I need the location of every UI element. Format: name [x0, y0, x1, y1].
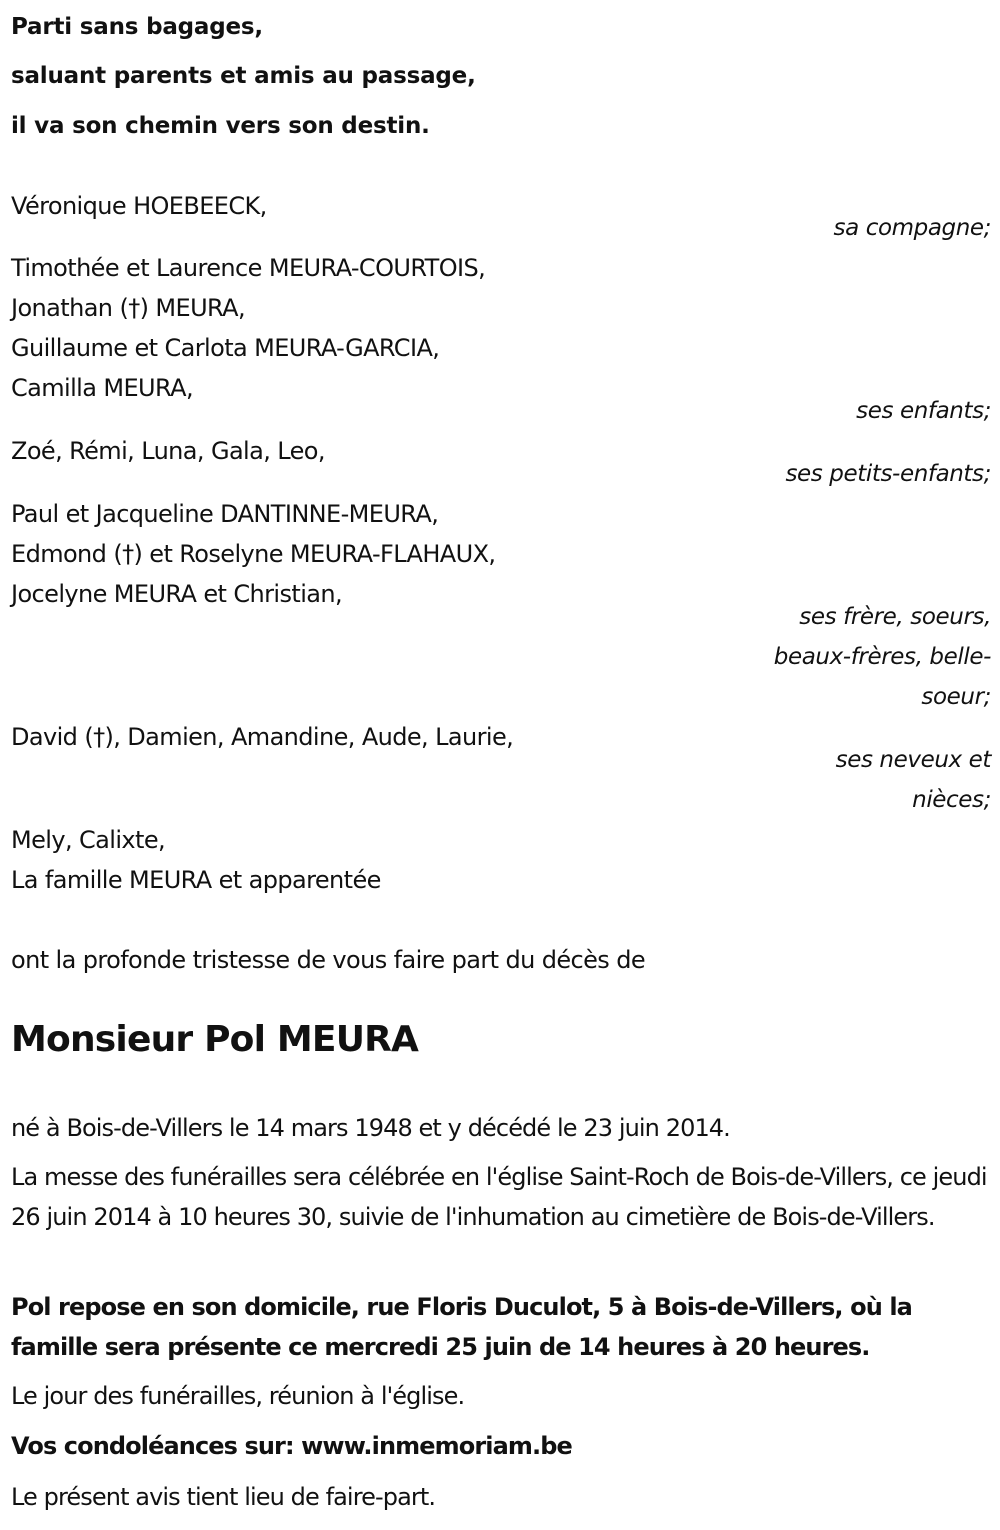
closing-note: Le présent avis tient lieu de faire-part. — [11, 1483, 436, 1511]
nephews-nieces-names: David (†), Damien, Amandine, Aude, Laurie, — [11, 723, 514, 751]
children-relation: ses enfants; — [856, 398, 991, 424]
child-name: Jonathan (†) MEURA, — [11, 294, 245, 322]
extended-family: La famille MEURA et apparentée — [11, 866, 381, 894]
companion-relation: sa compagne; — [833, 215, 991, 241]
announcement-intro: ont la profonde tristesse de vous faire part du décès de — [11, 946, 646, 974]
condolences-line — [11, 1426, 996, 1466]
child-name: Camilla MEURA, — [11, 374, 193, 402]
gathering-info: Le jour des funérailles, réunion à l'église. — [11, 1382, 465, 1410]
birth-death-info: né à Bois-de-Villers le 14 mars 1948 et y décédé le 23 juin 2014. — [11, 1114, 730, 1142]
siblings-relation-line-2: beaux-frères, belle- — [773, 644, 991, 670]
companion-name: Véronique HOEBEECK, — [11, 192, 267, 220]
deceased-name: Monsieur Pol MEURA — [11, 1019, 419, 1060]
sibling-name: Edmond (†) et Roselyne MEURA-FLAHAUX, — [11, 540, 496, 568]
child-name: Guillaume et Carlota MEURA-GARCIA, — [11, 334, 440, 362]
grandchildren-relation: ses petits-enfants; — [785, 461, 991, 487]
sibling-name: Paul et Jacqueline DANTINNE-MEURA, — [11, 500, 439, 528]
other-relatives: Mely, Calixte, — [11, 826, 166, 854]
siblings-relation-line-1: ses frère, soeurs, — [799, 604, 991, 630]
condolences-label: Vos condoléances sur: — [11, 1432, 302, 1460]
poem-line-3: il va son chemin vers son destin. — [11, 113, 430, 139]
funeral-mass-info: La messe des funérailles sera célébrée en l'église Saint-Roch de Bois-de-Villers, ce jeudi 26 juin 2014 à 10 heures 30, suivie de l'inhumation au cimetière de Bois-de-Villers. — [11, 1163, 987, 1231]
child-name: Timothée et Laurence MEURA-COURTOIS, — [11, 254, 486, 282]
siblings-relation-line-3: soeur; — [921, 684, 991, 710]
visitation-info: Pol repose en son domicile, rue Floris Duculot, 5 à Bois-de-Villers, où la famille sera présente ce mercredi 25 juin de 14 heures à 20 heures. — [11, 1293, 912, 1361]
poem-line-1: Parti sans bagages, — [11, 14, 263, 40]
condolences-link[interactable]: www.inmemoriam.be — [301, 1432, 572, 1460]
grandchildren-names: Zoé, Rémi, Luna, Gala, Leo, — [11, 437, 325, 465]
nephews-nieces-relation-line-1: ses neveux et — [835, 747, 991, 773]
sibling-name: Jocelyne MEURA et Christian, — [11, 580, 343, 608]
nephews-nieces-relation-line-2: nièces; — [912, 787, 991, 813]
poem-line-2: saluant parents et amis au passage, — [11, 63, 476, 89]
